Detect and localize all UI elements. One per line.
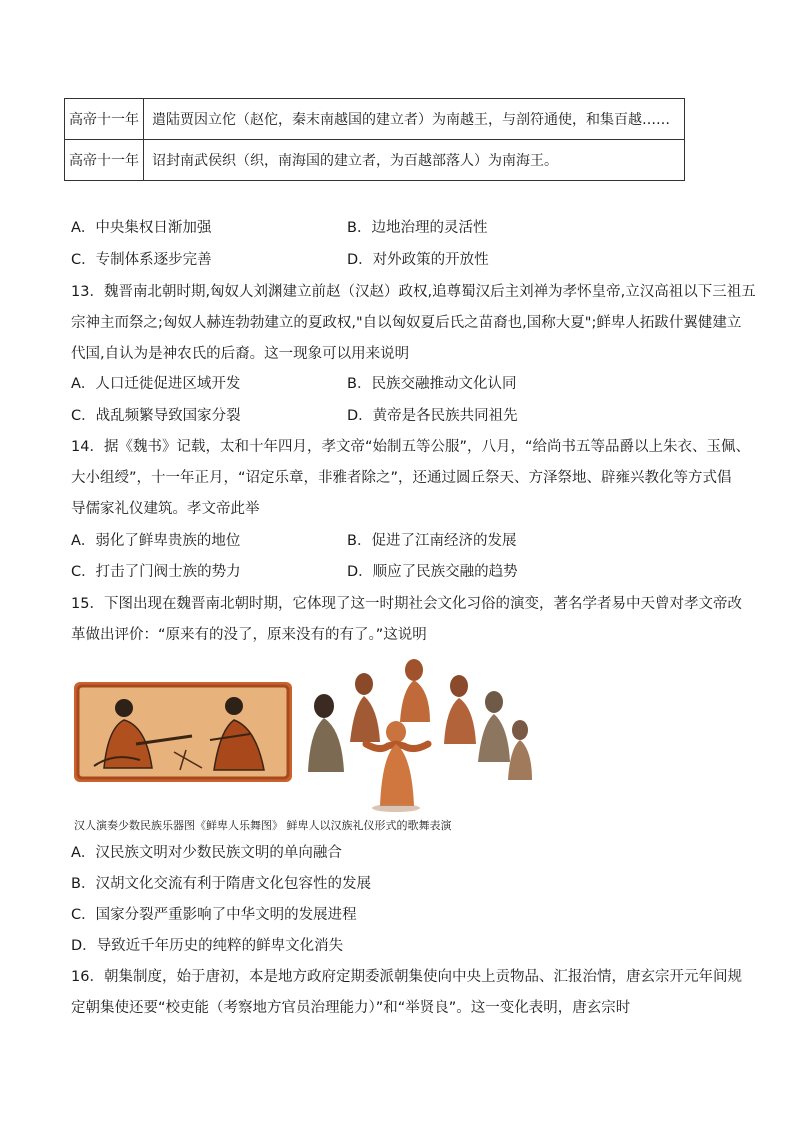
q13-stem-line: 宗神主而祭之;匈奴人赫连勃勃建立的夏政权,"自以匈奴夏后氏之苗裔也,国称大夏";鲜卑人拓跋什翼健建立 xyxy=(71,315,742,331)
table-row xyxy=(65,140,685,181)
q14-option-c[interactable]: C．打击了门阀士族的势力 xyxy=(71,564,241,580)
q16-stem-line: 16．朝集制度，始于唐初，本是地方政府定期委派朝集使向中央上贡物品、汇报治情，唐玄宗开元年间规 xyxy=(71,969,742,985)
q12-option-d[interactable]: D．对外政策的开放性 xyxy=(347,252,489,268)
q15-option-d[interactable]: D．导致近千年历史的纯粹的鲜卑文化消失 xyxy=(71,938,344,954)
q16-stem-line: 定朝集使还要“校吏能（考察地方官员治理能力）”和“举贤良”。这一变化表明，唐玄宗时 xyxy=(71,1000,631,1016)
q12-option-a[interactable]: A．中央集权日渐加强 xyxy=(71,220,212,236)
terracotta-figurines-image xyxy=(308,659,532,812)
q14-stem-line: 14．据《魏书》记载，太和十年四月，孝文帝“始制五等公服”，八月，“给尚书五等品爵以上朱衣、玉佩、 xyxy=(71,439,750,455)
table-cell-date: 高帝十一年 xyxy=(65,99,144,140)
q14-option-d[interactable]: D．顺应了民族交融的趋势 xyxy=(347,564,518,580)
history-events-table xyxy=(64,98,685,181)
q14-stem-line: 大小组绶”，十一年正月，“诏定乐章，非雅者除之”，还通过圆丘祭天、方泽祭地、辟雍兴教化等方式倡 xyxy=(71,470,732,486)
table-row xyxy=(65,99,685,140)
table-cell-event: 诏封南武侯织（织，南海国的建立者，为百越部落人）为南海王。 xyxy=(144,140,685,181)
painted-brick-image xyxy=(74,682,292,782)
q15-option-a[interactable]: A．汉民族文明对少数民族文明的单向融合 xyxy=(71,845,342,861)
q12-option-b[interactable]: B．边地治理的灵活性 xyxy=(347,220,488,236)
xianbei-music-dance-figure xyxy=(74,656,534,812)
q13-option-d[interactable]: D．黄帝是各民族共同祖先 xyxy=(347,408,518,424)
q12-option-c[interactable]: C．专制体系逐步完善 xyxy=(71,252,212,268)
q15-option-b[interactable]: B．汉胡文化交流有利于隋唐文化包容性的发展 xyxy=(71,876,371,892)
q15-stem-line: 15．下图出现在魏晋南北朝时期，它体现了这一时期社会文化习俗的演变，著名学者易中天曾对孝文帝改 xyxy=(71,596,742,612)
q13-option-c[interactable]: C．战乱频繁导致国家分裂 xyxy=(71,408,241,424)
q13-option-b[interactable]: B．民族交融推动文化认同 xyxy=(347,376,517,392)
table-cell-date: 高帝十一年 xyxy=(65,140,144,181)
q15-stem-line: 革做出评价：“原来有的没了，原来没有的有了。”这说明 xyxy=(71,627,427,643)
q14-option-b[interactable]: B．促进了江南经济的发展 xyxy=(347,533,517,549)
q14-stem-line: 导儒家礼仪建筑。孝文帝此举 xyxy=(71,501,260,517)
figure-caption: 汉人演奏少数民族乐器图《鲜卑人乐舞图》 鲜卑人以汉族礼仪形式的歌舞表演 xyxy=(74,819,452,832)
table-cell-event: 遣陆贾因立佗（赵佗，秦末南越国的建立者）为南越王，与剖符通使，和集百越…… xyxy=(144,99,685,140)
q15-option-c[interactable]: C．国家分裂严重影响了中华文明的发展进程 xyxy=(71,907,357,923)
q13-stem-line: 13．魏晋南北朝时期,匈奴人刘渊建立前赵（汉赵）政权,追尊蜀汉后主刘禅为孝怀皇帝,立汉高祖以下三祖五 xyxy=(71,284,756,300)
q14-option-a[interactable]: A．弱化了鲜卑贵族的地位 xyxy=(71,533,241,549)
q13-stem-line: 代国,自认为是神农氏的后裔。这一现象可以用来说明 xyxy=(71,346,410,362)
figure-illustration xyxy=(74,656,534,812)
q13-option-a[interactable]: A．人口迁徙促进区域开发 xyxy=(71,376,241,392)
